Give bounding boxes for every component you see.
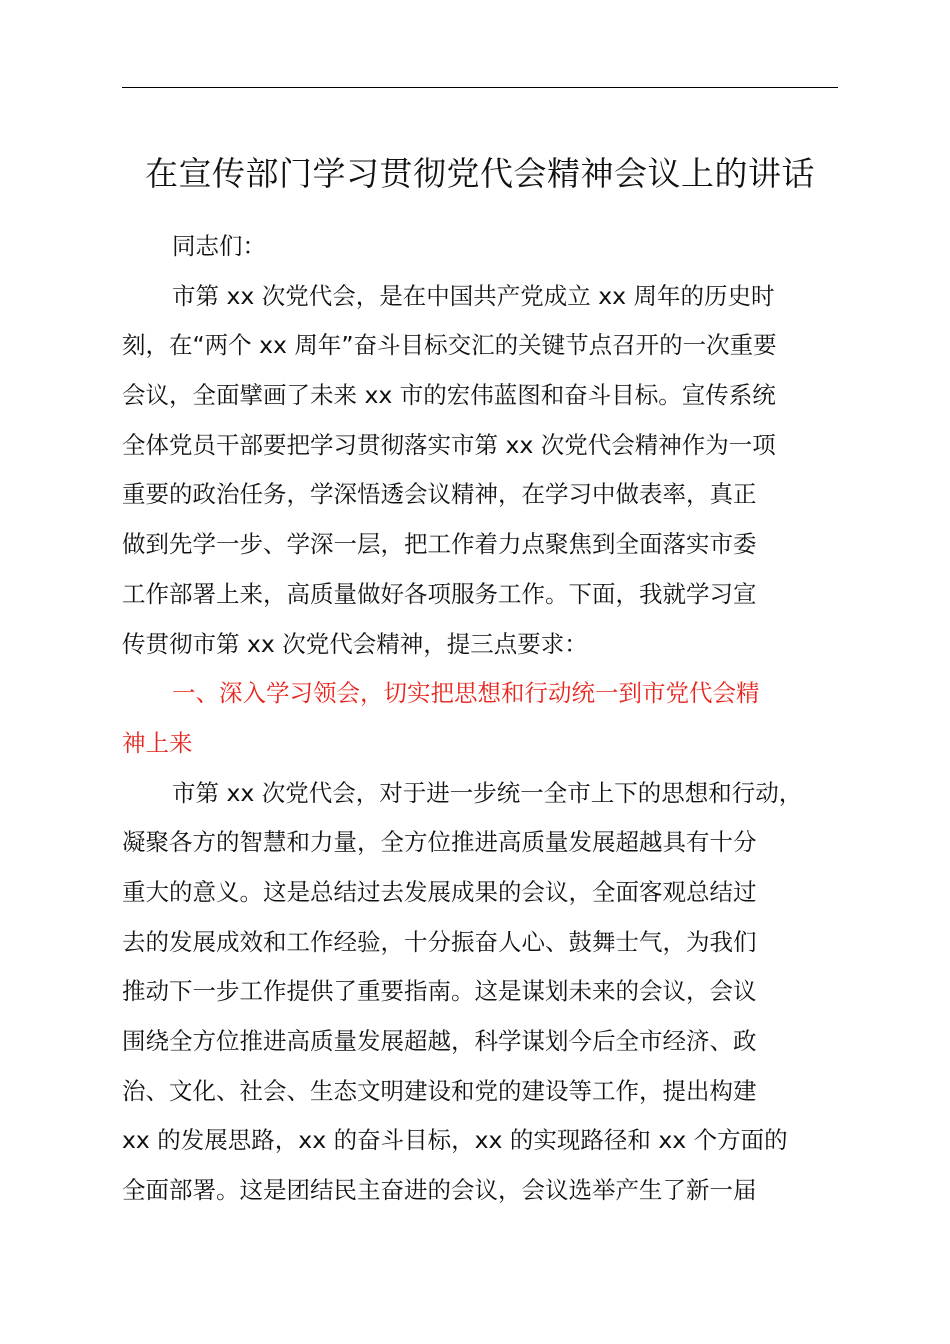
paragraph-line: 推动下一步工作提供了重要指南。这是谋划未来的会议，会议 (122, 977, 757, 1006)
paragraph-line: 传贯彻市第 xx 次党代会精神，提三点要求： (122, 629, 588, 658)
paragraph-1 (122, 272, 838, 670)
paragraph-line: 凝聚各方的智慧和力量，全方位推进高质量发展超越具有十分 (122, 828, 757, 857)
heading-line: 一、深入学习领会，切实把思想和行动统一到市党代会精 (172, 679, 760, 708)
paragraph-line: 会议，全面擘画了未来 xx 市的宏伟蓝图和奋斗目标。宣传系统 (122, 381, 776, 410)
paragraph-line: 重要的政治任务，学深悟透会议精神，在学习中做表率，真正 (122, 480, 757, 509)
paragraph-line: 去的发展成效和工作经验，十分振奋人心、鼓舞士气，为我们 (122, 927, 757, 956)
header-rule (122, 87, 838, 88)
paragraph-line: 全面部署。这是团结民主奋进的会议，会议选举产生了新一届 (122, 1176, 757, 1205)
salutation: 同志们： (172, 232, 266, 260)
paragraph-line: 工作部署上来，高质量做好各项服务工作。下面，我就学习宣 (122, 579, 757, 608)
paragraph-line: 刻，在“两个 xx 周年”奋斗目标交汇的关键节点召开的一次重要 (122, 331, 777, 360)
paragraph-line: 围绕全方位推进高质量发展超越，科学谋划今后全市经济、政 (122, 1027, 757, 1055)
paragraph-line: 治、文化、社会、生态文明建设和党的建设等工作，提出构建 (122, 1076, 757, 1105)
document-title: 在宣传部门学习贯彻党代会精神会议上的讲话 (145, 154, 815, 193)
section-heading-1 (122, 669, 838, 768)
paragraph-line: 重大的意义。这是总结过去发展成果的会议，全面客观总结过 (122, 877, 757, 906)
paragraph-line: 全体党员干部要把学习贯彻落实市第 xx 次党代会精神作为一项 (122, 430, 776, 459)
document-body (122, 222, 838, 1216)
heading-line: 神上来 (122, 728, 193, 757)
paragraph-line: 做到先学一步、学深一层，把工作着力点聚焦到全面落实市委 (122, 530, 757, 559)
paragraph-line: 市第 xx 次党代会，是在中国共产党成立 xx 周年的历史时 (172, 281, 775, 310)
paragraph-line: 市第 xx 次党代会，对于进一步统一全市上下的思想和行动， (172, 778, 803, 807)
paragraph-2 (122, 769, 838, 1216)
paragraph-line: xx 的发展思路，xx 的奋斗目标，xx 的实现路径和 xx 个方面的 (122, 1126, 788, 1155)
